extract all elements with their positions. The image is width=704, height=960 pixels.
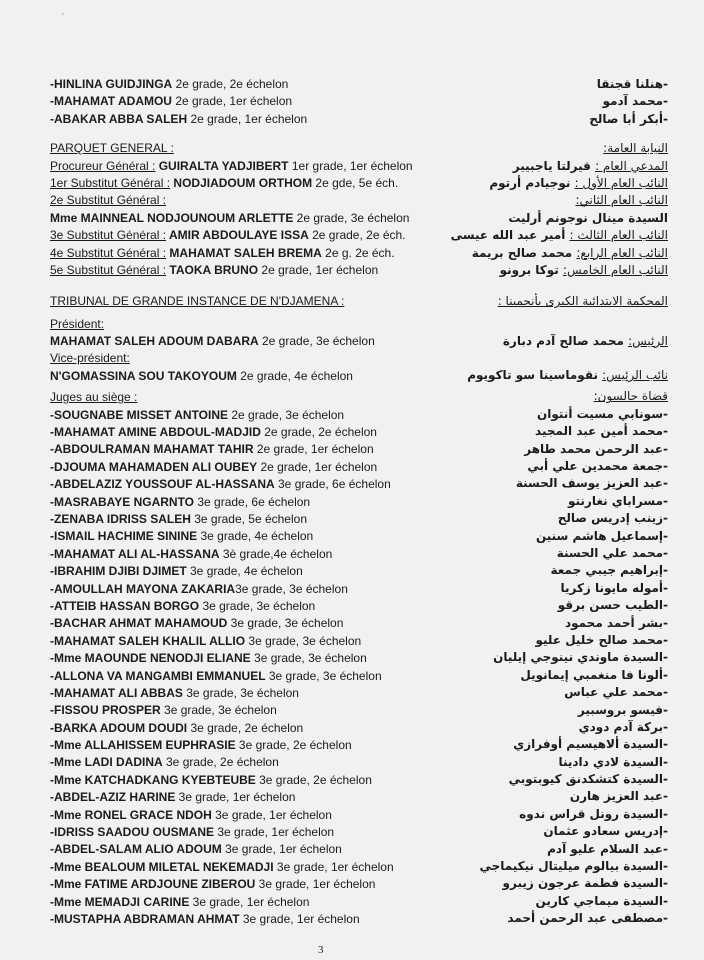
list-item bbox=[428, 76, 668, 93]
rank-text: 3e grade, 1er échelon bbox=[273, 859, 394, 874]
rank-text: 2e grade, 3e échelon bbox=[228, 407, 345, 422]
role-label: Procureur Général : bbox=[50, 158, 156, 173]
list-item bbox=[50, 824, 450, 841]
list-item bbox=[50, 702, 450, 719]
role-line bbox=[428, 227, 668, 244]
list-item bbox=[50, 93, 450, 110]
person-name: -IDRISS SAADOU OUSMANE bbox=[50, 825, 215, 840]
person-name: -أموله مايونا زكريا bbox=[560, 580, 668, 595]
list-item bbox=[50, 737, 450, 754]
list-item bbox=[50, 511, 450, 528]
person-name: السيدة مينال نوجونم أرليت bbox=[508, 210, 668, 225]
rank-text: 2e grade, 4e échelon bbox=[236, 368, 353, 383]
person-name: -Mme ALLAHISSEM EUPHRASIE bbox=[50, 738, 236, 753]
rank-text: 3e grade, 4e échelon bbox=[197, 529, 314, 544]
list-item bbox=[50, 754, 450, 771]
person-name: NODJIADOUM ORTHOM bbox=[170, 175, 313, 190]
role-label: 5e Substitut Général : bbox=[50, 262, 167, 277]
list-item bbox=[50, 650, 450, 667]
list-item bbox=[50, 841, 450, 858]
person-name: -محمد آدمو bbox=[602, 94, 668, 109]
rank-text: 3e grade, 2e échelon bbox=[255, 772, 372, 787]
section-heading bbox=[50, 316, 450, 333]
list-item bbox=[50, 111, 450, 128]
list-item bbox=[428, 823, 668, 840]
list-item bbox=[50, 528, 450, 545]
list-item bbox=[50, 668, 450, 685]
person-name: TAOKA BRUNO bbox=[166, 262, 259, 277]
rank-text: 2e grade, 1er échelon bbox=[253, 442, 374, 457]
list-item bbox=[428, 806, 668, 823]
person-name: -ABDELAZIZ YOUSSOUF AL-HASSANA bbox=[50, 477, 275, 492]
list-item bbox=[428, 649, 668, 666]
person-name: -سونابي مسيت أنتوان bbox=[537, 406, 668, 421]
person-name: -MAHAMAT ALI AL-HASSANA bbox=[50, 546, 220, 561]
role-line bbox=[50, 245, 450, 262]
role-line bbox=[50, 262, 450, 279]
list-item bbox=[428, 788, 668, 805]
rank-text: 2e grade, 1er échelon bbox=[187, 111, 308, 126]
person-name: -MASRABAYE NGARNTO bbox=[50, 494, 195, 509]
person-name: -محمد علي عباس bbox=[564, 685, 668, 700]
list-item bbox=[428, 111, 668, 128]
list-item bbox=[428, 632, 668, 649]
person-name: -ATTEIB HASSAN BORGO bbox=[50, 598, 200, 613]
section-heading bbox=[428, 140, 668, 157]
rank-text: 3e grade, 3e échelon bbox=[235, 581, 348, 596]
person-name: قيرلتا ياجبيير bbox=[512, 158, 596, 173]
list-item bbox=[428, 667, 668, 684]
person-name: -السيدة ميماجي كارين bbox=[535, 893, 668, 908]
person-name: نوجيادم أرتوم bbox=[489, 175, 575, 190]
list-item bbox=[428, 580, 668, 597]
spacer bbox=[428, 128, 668, 140]
person-name: -عبد السلام عليو آدم bbox=[547, 841, 668, 856]
person-name: -إسماعيل هاشم سنين bbox=[535, 528, 668, 543]
list-item bbox=[50, 894, 450, 911]
person-name: -BACHAR AHMAT MAHAMOUD bbox=[50, 616, 228, 631]
person-name: -IBRAHIM DJIBI DJIMET bbox=[50, 564, 187, 579]
list-item bbox=[50, 685, 450, 702]
person-name: GUIRALTA YADJIBERT bbox=[155, 158, 289, 173]
list-item bbox=[428, 858, 668, 875]
person-name: -مصطفى عبد الرحمن أحمد bbox=[507, 911, 668, 926]
person-name: -MAHAMAT ADAMOU bbox=[50, 94, 172, 109]
page-number: 3 bbox=[318, 944, 324, 956]
person-name: -ZENABA IDRISS SALEH bbox=[50, 511, 191, 526]
list-item bbox=[50, 76, 450, 93]
section-heading bbox=[50, 389, 450, 406]
rank-text: 3e grade, 1er échelon bbox=[189, 894, 310, 909]
list-item bbox=[50, 598, 450, 615]
rank-text: 3e grade, 3e échelon bbox=[182, 685, 299, 700]
person-name: -BARKA ADOUM DOUDI bbox=[50, 720, 188, 735]
list-item bbox=[428, 510, 668, 527]
person-name: MAHAMAT SALEH BREMA bbox=[166, 245, 322, 260]
list-item bbox=[50, 633, 450, 650]
list-item bbox=[428, 475, 668, 492]
list-item bbox=[50, 581, 450, 598]
heading-text: Président: bbox=[50, 316, 105, 331]
person-name: -MUSTAPHA ABDRAMAN AHMAT bbox=[50, 911, 240, 926]
person-name: -إدريس سعادو عثمان bbox=[543, 824, 668, 839]
list-item bbox=[428, 893, 668, 910]
rank-text: 3è grade,4e échelon bbox=[219, 546, 333, 561]
list-item bbox=[428, 545, 668, 562]
person-name: -عبد العزيز هارن bbox=[569, 789, 668, 804]
rank-text: 3e grade, 1er échelon bbox=[255, 877, 376, 892]
rank-text: 3e grade, 2e échelon bbox=[187, 720, 304, 735]
rank-text: 3e grade, 3e échelon bbox=[160, 703, 277, 718]
section-heading bbox=[50, 192, 450, 209]
person-name: -SOUGNABE MISSET ANTOINE bbox=[50, 407, 229, 422]
list-item bbox=[50, 876, 450, 893]
heading-text: 2e Substitut Général : bbox=[50, 193, 167, 208]
person-name: -MAHAMAT SALEH KHALIL ALLIO bbox=[50, 633, 246, 648]
list-item bbox=[428, 210, 668, 227]
person-name: -بشر أحمد محمود bbox=[564, 615, 668, 630]
rank-text: 3e grade, 1er échelon bbox=[221, 842, 342, 857]
list-item bbox=[50, 720, 450, 737]
rank-text: 2e grade, 3e échelon bbox=[258, 334, 375, 349]
role-label: 3e Substitut Général : bbox=[50, 228, 167, 243]
rank-text: 3e grade, 6e échelon bbox=[194, 494, 311, 509]
person-name: -Mme BEALOUM MILETAL NEKEMADJI bbox=[50, 859, 274, 874]
role-label: 1er Substitut Général : bbox=[50, 175, 171, 190]
section-heading bbox=[428, 192, 668, 209]
person-name: -ABDOULRAMAN MAHAMAT TAHIR bbox=[50, 442, 254, 457]
role-label: الرئيس: bbox=[628, 333, 668, 348]
list-item bbox=[50, 459, 450, 476]
person-name: -MAHAMAT ALI ABBAS bbox=[50, 685, 183, 700]
rank-text: 3e grade, 3e échelon bbox=[199, 598, 316, 613]
rank-text: 3e grade, 5e échelon bbox=[190, 511, 307, 526]
role-line bbox=[428, 262, 668, 279]
person-name: -Mme MAOUNDE NENODJI ELIANE bbox=[50, 651, 251, 666]
list-item bbox=[50, 407, 450, 424]
list-item bbox=[50, 546, 450, 563]
list-item bbox=[50, 368, 450, 385]
list-item bbox=[50, 772, 450, 789]
heading-text: قضاة جالسون: bbox=[593, 389, 668, 404]
rank-text: 3e grade, 4e échelon bbox=[186, 564, 303, 579]
rank-text: 2e grade, 1er échelon bbox=[257, 459, 378, 474]
section-heading bbox=[50, 293, 450, 310]
role-label: النائب العام الأول : bbox=[574, 175, 668, 190]
person-name: N'GOMASSINA SOU TAKOYOUM bbox=[50, 368, 237, 383]
spacer bbox=[50, 128, 450, 140]
person-name: AMIR ABDOULAYE ISSA bbox=[166, 228, 309, 243]
person-name: -فيسو بروسبير bbox=[577, 702, 668, 717]
list-item bbox=[428, 910, 668, 927]
rank-text: 3e grade, 1er échelon bbox=[175, 790, 296, 805]
person-name: -جمعة محمدين علي أبي bbox=[527, 459, 668, 474]
person-name: محمد صالح آدم دبارة bbox=[502, 333, 629, 348]
rank-text: 3e grade, 3e échelon bbox=[265, 668, 382, 683]
list-item bbox=[50, 911, 450, 928]
rank-text: 3e grade, 3e échelon bbox=[250, 651, 367, 666]
person-name: -بركة آدم دودي bbox=[578, 719, 668, 734]
person-name: -السيدة ألاهيسيم أوفرازي bbox=[513, 737, 668, 752]
section-heading bbox=[50, 140, 450, 157]
role-label: 4e Substitut Général : bbox=[50, 245, 167, 260]
list-item bbox=[428, 93, 668, 110]
list-item bbox=[50, 563, 450, 580]
list-item bbox=[428, 406, 668, 423]
person-name: أمير عبد الله عيسى bbox=[450, 228, 570, 243]
heading-text: Juges au siège : bbox=[50, 390, 138, 405]
role-line bbox=[50, 175, 450, 192]
list-item bbox=[428, 719, 668, 736]
person-name: نقوماسينا سو تاكويوم bbox=[467, 368, 603, 383]
person-name: -مسراباي نغارنتو bbox=[567, 493, 668, 508]
list-item bbox=[50, 615, 450, 632]
list-item bbox=[428, 736, 668, 753]
list-item bbox=[50, 476, 450, 493]
person-name: -السيدة كتشكدنق كيوبتوبي bbox=[508, 772, 668, 787]
person-name: -ALLONA VA MANGAMBI EMMANUEL bbox=[50, 668, 266, 683]
heading-text: Vice-président: bbox=[50, 351, 130, 366]
person-name: -الطيب حسن برقو bbox=[557, 598, 668, 613]
spacer bbox=[428, 350, 668, 367]
role-line bbox=[50, 158, 450, 175]
list-item bbox=[428, 754, 668, 771]
person-name: -محمد أمين عبد المجيد bbox=[535, 424, 668, 439]
rank-text: 2e grade, 1er échelon bbox=[171, 94, 293, 109]
person-name: -السيدة بيالوم ميليتال نيكيماجي bbox=[479, 859, 668, 874]
person-name: Mme MAINNEAL NODJOUNOUM ARLETTE bbox=[50, 210, 294, 225]
list-item bbox=[50, 424, 450, 441]
person-name: -Mme LADI DADINA bbox=[50, 755, 163, 770]
role-line bbox=[428, 175, 668, 192]
list-item bbox=[50, 494, 450, 511]
person-name: -MAHAMAT AMINE ABDOUL-MADJID bbox=[50, 425, 261, 440]
arabic-column bbox=[428, 76, 668, 928]
person-name: -ألونا فا منغمبي إيمانويل bbox=[520, 667, 668, 682]
person-name: -ISMAIL HACHIME SININE bbox=[50, 529, 198, 544]
rank-text: 3e grade, 3e échelon bbox=[227, 616, 344, 631]
person-name: -زينب إدريس صالح bbox=[557, 511, 668, 526]
list-item bbox=[428, 684, 668, 701]
french-column bbox=[50, 76, 450, 928]
spacer bbox=[428, 279, 668, 293]
spacer bbox=[50, 279, 450, 293]
list-item bbox=[428, 441, 668, 458]
role-line bbox=[50, 227, 450, 244]
person-name: -أبكر أبا صالح bbox=[589, 111, 668, 126]
list-item bbox=[50, 807, 450, 824]
person-name: توكا برونو bbox=[499, 262, 563, 277]
rank-text: 3e grade, 6e échelon bbox=[274, 477, 391, 492]
heading-text: TRIBUNAL DE GRANDE INSTANCE DE N'DJAMENA : bbox=[50, 294, 345, 309]
person-name: -هنلنا قجنقا bbox=[596, 77, 668, 91]
person-name: -Mme MEMADJI CARINE bbox=[50, 894, 190, 909]
heading-text: النائب العام الثاني: bbox=[575, 193, 668, 208]
rank-text: 2e grade, 3e échelon bbox=[293, 210, 410, 225]
role-line bbox=[428, 367, 668, 384]
person-name: -عبد العزيز يوسف الحسنة bbox=[515, 476, 668, 491]
role-label: المدعي العام : bbox=[595, 158, 668, 173]
list-item bbox=[428, 615, 668, 632]
person-name: -ABAKAR ABBA SALEH bbox=[50, 111, 188, 126]
person-name: -Mme RONEL GRACE NDOH bbox=[50, 807, 212, 822]
person-name: -محمد صالح خليل عليو bbox=[535, 632, 668, 647]
rank-text: 3e grade, 2e échelon bbox=[162, 755, 279, 770]
list-item bbox=[50, 210, 450, 227]
rank-text: 3e grade, 1er échelon bbox=[211, 807, 332, 822]
person-name: -FISSOU PROSPER bbox=[50, 703, 161, 718]
person-name: MAHAMAT SALEH ADOUM DABARA bbox=[50, 334, 259, 349]
person-name: -Mme KATCHADKANG KYEBTEUBE bbox=[50, 772, 256, 787]
list-item bbox=[428, 597, 668, 614]
person-name: -عبد الرحمن محمد طاهر bbox=[524, 441, 668, 456]
person-name: -Mme FATIME ARDJOUNE ZIBEROU bbox=[50, 877, 256, 892]
section-heading bbox=[428, 388, 668, 405]
list-item bbox=[50, 441, 450, 458]
heading-text: المحكمة الابتدائية الكبرى بأنجمينا : bbox=[497, 294, 668, 309]
role-label: النائب العام الثالث : bbox=[569, 228, 668, 243]
heading-text: PARQUET GENERAL : bbox=[50, 141, 174, 156]
role-line bbox=[428, 158, 668, 175]
person-name: -محمد علي الحسنة bbox=[556, 545, 668, 560]
list-item bbox=[428, 528, 668, 545]
person-name: -السيدة رونل قراس ندوه bbox=[519, 806, 668, 821]
person-name: -ABDEL-AZIZ HARINE bbox=[50, 790, 176, 805]
person-name: -السيدة فطمة عرجون زيبرو bbox=[502, 876, 668, 891]
rank-text: 3e grade, 2e échelon bbox=[235, 738, 352, 753]
rank-text: 2e grade, 1er échelon bbox=[258, 262, 379, 277]
rank-text: 2e g. 2e éch. bbox=[321, 245, 395, 260]
list-item bbox=[428, 702, 668, 719]
person-name: -HINLINA GUIDJINGA bbox=[50, 77, 173, 91]
list-item bbox=[428, 875, 668, 892]
list-item bbox=[428, 493, 668, 510]
heading-text: النيابة العامة: bbox=[603, 141, 668, 156]
list-item bbox=[428, 562, 668, 579]
role-line bbox=[428, 245, 668, 262]
person-name: محمد صالح بريمة bbox=[471, 245, 577, 260]
person-name: -DJOUMA MAHAMADEN ALI OUBEY bbox=[50, 459, 258, 474]
corner-mark: ' bbox=[62, 12, 64, 23]
spacer bbox=[428, 311, 668, 333]
rank-text: 2e gde, 5e éch. bbox=[312, 175, 399, 190]
role-label: النائب العام الرابع: bbox=[576, 245, 668, 260]
person-name: -السيدة لادي دادينا bbox=[558, 754, 668, 769]
rank-text: 3e grade, 3e échelon bbox=[245, 633, 362, 648]
rank-text: 3e grade, 1er échelon bbox=[239, 911, 360, 926]
section-heading bbox=[50, 350, 450, 367]
person-name: -AMOULLAH MAYONA ZAKARIA bbox=[50, 581, 236, 596]
list-item bbox=[428, 458, 668, 475]
person-name: -إبراهيم جيبي جمعة bbox=[550, 563, 668, 578]
role-line bbox=[428, 333, 668, 350]
person-name: -ABDEL-SALAM ALIO ADOUM bbox=[50, 842, 222, 857]
rank-text: 3e grade, 1er échelon bbox=[214, 825, 335, 840]
rank-text: 1er grade, 1er échelon bbox=[288, 158, 413, 173]
role-label: النائب العام الخامس: bbox=[562, 262, 668, 277]
list-item bbox=[428, 423, 668, 440]
section-heading bbox=[428, 293, 668, 310]
rank-text: 2e grade, 2e éch. bbox=[308, 228, 406, 243]
list-item bbox=[428, 771, 668, 788]
rank-text: 2e grade, 2e échelon bbox=[260, 425, 377, 440]
list-item bbox=[50, 333, 450, 350]
list-item bbox=[50, 789, 450, 806]
list-item bbox=[50, 859, 450, 876]
role-label: نائب الرئيس: bbox=[602, 368, 668, 383]
rank-text: 2e grade, 2e échelon bbox=[172, 77, 289, 91]
person-name: -السيدة ماوندي نينوجي إيليان bbox=[493, 650, 668, 665]
list-item bbox=[428, 841, 668, 858]
